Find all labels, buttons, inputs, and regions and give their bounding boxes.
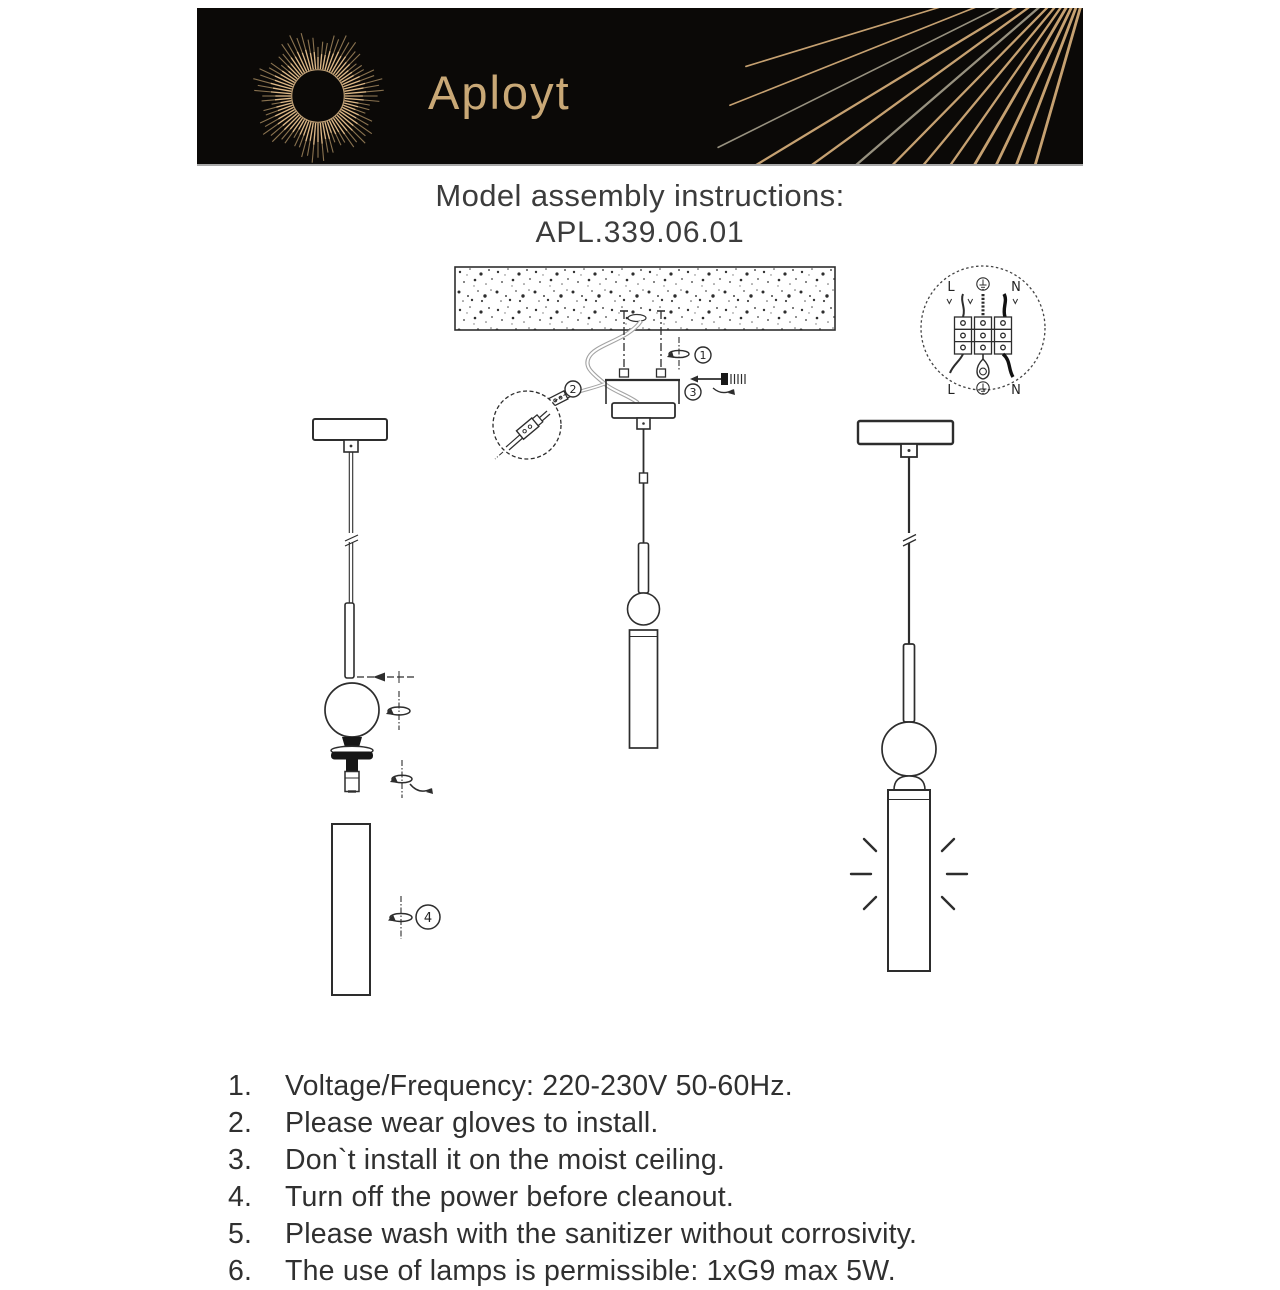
instruction-text: Please wear gloves to install.: [285, 1107, 659, 1139]
callout-3-label: 3: [689, 386, 697, 399]
instruction-item: [228, 1105, 1168, 1142]
instruction-text: Please wash with the sanitizer without corrosivity.: [285, 1218, 918, 1250]
instruction-item: [228, 1216, 1168, 1253]
mounting-assembly-figure: [493, 311, 745, 748]
wiring-detail-figure: [921, 266, 1045, 398]
instruction-number: 5.: [228, 1218, 253, 1250]
instruction-number: 2.: [228, 1107, 253, 1139]
instruction-text: Voltage/Frequency: 220-230V 50-60Hz.: [285, 1070, 793, 1102]
callout-1-label: 1: [699, 349, 707, 362]
brand-logo-text: Aployt: [428, 66, 571, 119]
instructions-list: [228, 1068, 1168, 1290]
instruction-number: 4.: [228, 1181, 253, 1213]
page-title: Model assembly instructions:: [435, 178, 845, 213]
callout-4-label: 4: [423, 911, 433, 926]
instruction-number: 3.: [228, 1144, 253, 1176]
ceiling-slab: [455, 267, 835, 330]
instruction-text: Turn off the power before cleanout.: [285, 1181, 735, 1213]
wiring-neutral-bottom-label: N: [1011, 383, 1021, 398]
instruction-text: Don`t install it on the moist ceiling.: [285, 1144, 726, 1176]
wiring-live-bottom-label: L: [947, 383, 955, 398]
exploded-pendant-figure: [313, 419, 440, 995]
model-number: APL.339.06.01: [535, 216, 745, 249]
instruction-number: 1.: [228, 1070, 253, 1102]
instruction-number: 6.: [228, 1255, 253, 1287]
instruction-text: The use of lamps is permissible: 1xG9 max 5W.: [285, 1255, 896, 1287]
instruction-item: [228, 1068, 1168, 1105]
assembled-pendant-figure: [851, 421, 967, 971]
instruction-item: [228, 1179, 1168, 1216]
instruction-item: [228, 1253, 1168, 1290]
wiring-neutral-top-label: N: [1011, 280, 1021, 295]
wiring-live-top-label: L: [947, 280, 955, 295]
callout-2-label: 2: [569, 383, 577, 396]
instruction-item: [228, 1142, 1168, 1179]
